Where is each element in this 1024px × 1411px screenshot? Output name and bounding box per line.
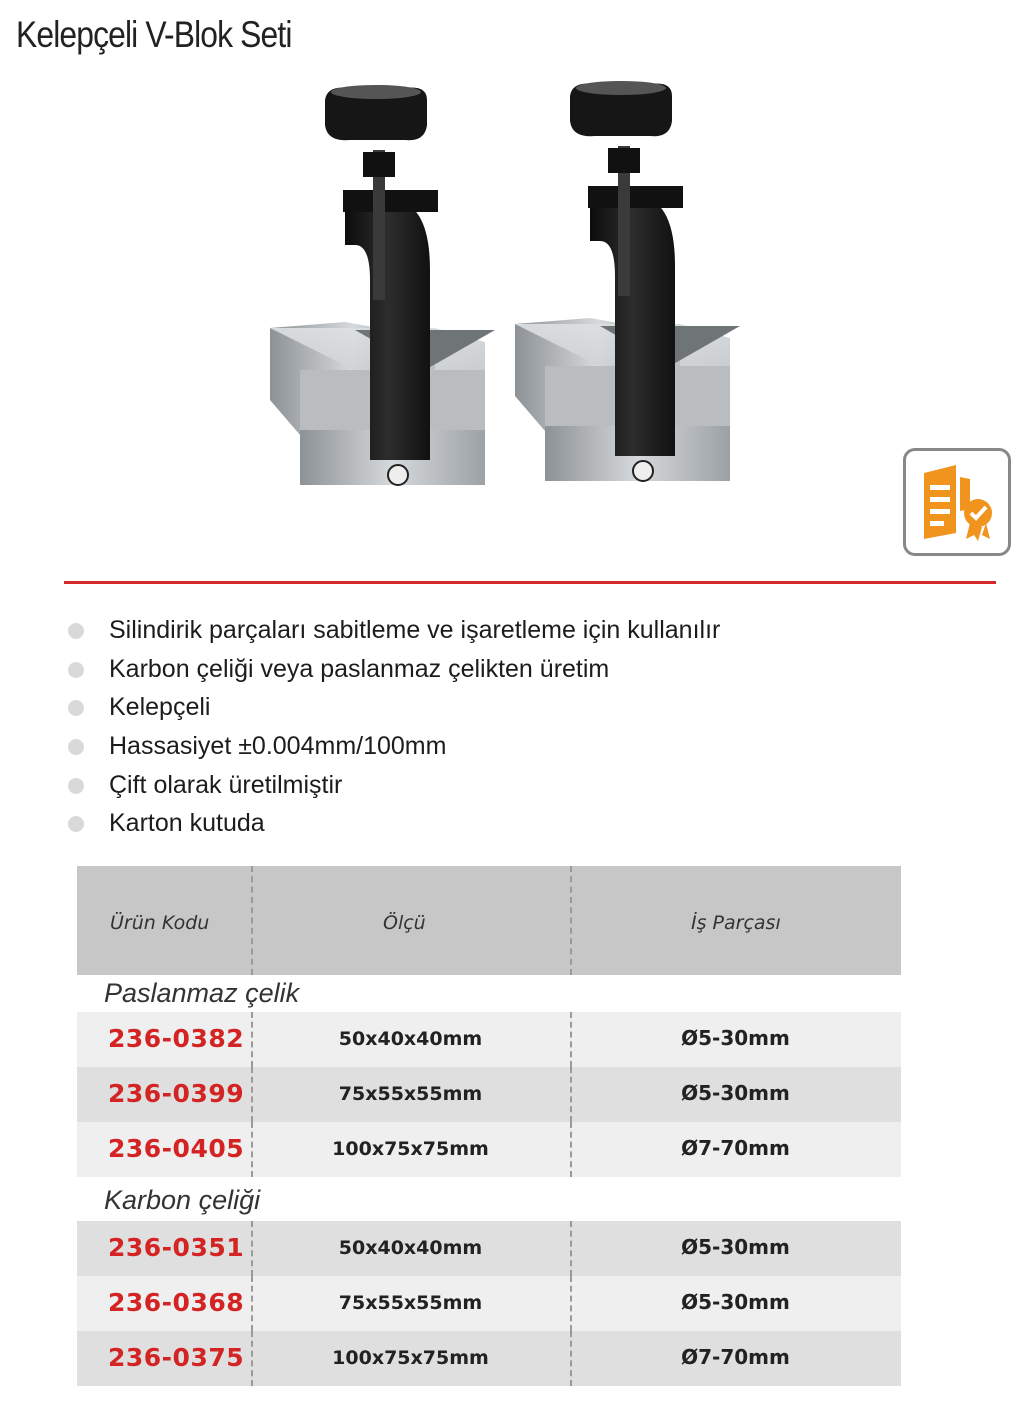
group-title-stainless: Paslanmaz çelik	[104, 978, 300, 1008]
feature-item: Karton kutuda	[68, 804, 720, 843]
v-block-right	[515, 81, 740, 481]
page-title: Kelepçeli V-Blok Seti	[16, 14, 292, 55]
group-title-carbon: Karbon çeliği	[104, 1185, 261, 1215]
column-divider	[570, 1012, 572, 1067]
column-divider	[570, 1221, 572, 1276]
feature-item: Silindirik parçaları sabitleme ve işaretleme için kullanılır	[68, 611, 720, 650]
size-value: 50x40x40mm	[338, 1237, 483, 1259]
column-divider	[251, 1221, 253, 1276]
column-divider	[251, 1276, 253, 1331]
product-code: 236-0368	[108, 1288, 245, 1317]
product-code: 236-0351	[108, 1233, 245, 1262]
v-block-left	[270, 85, 495, 485]
workpiece-value: Ø7-70mm	[681, 1136, 790, 1160]
size-value: 100x75x75mm	[332, 1347, 489, 1369]
section-divider	[64, 581, 996, 584]
header-product-code: Ürün Kodu	[110, 912, 210, 934]
feature-item: Karbon çeliği veya paslanmaz çelikten üretim	[68, 650, 720, 689]
column-divider	[251, 866, 253, 975]
product-code: 236-0405	[108, 1134, 245, 1163]
table-row	[77, 1331, 901, 1386]
certificate-badge	[903, 448, 1011, 556]
column-divider	[251, 1012, 253, 1067]
workpiece-value: Ø5-30mm	[681, 1235, 790, 1259]
column-divider	[251, 1331, 253, 1386]
feature-item: Kelepçeli	[68, 688, 720, 727]
size-value: 100x75x75mm	[332, 1138, 489, 1160]
header-workpiece: İş Parçası	[691, 912, 781, 934]
column-divider	[570, 866, 572, 975]
table-row	[77, 1221, 901, 1276]
size-value: 50x40x40mm	[338, 1028, 483, 1050]
feature-item: Hassasiyet ±0.004mm/100mm	[68, 727, 720, 766]
bullet-icon	[68, 739, 84, 755]
header-size: Ölçü	[383, 912, 426, 934]
product-code: 236-0375	[108, 1343, 245, 1372]
bullet-icon	[68, 662, 84, 678]
table-row	[77, 1012, 901, 1067]
column-divider	[251, 1122, 253, 1177]
table-row	[77, 1122, 901, 1177]
size-value: 75x55x55mm	[338, 1083, 483, 1105]
column-divider	[570, 1122, 572, 1177]
workpiece-value: Ø5-30mm	[681, 1290, 790, 1314]
workpiece-value: Ø7-70mm	[681, 1345, 790, 1369]
workpiece-value: Ø5-30mm	[681, 1026, 790, 1050]
column-divider	[251, 1067, 253, 1122]
column-divider	[570, 1276, 572, 1331]
table-row	[77, 1276, 901, 1331]
table-row	[77, 1067, 901, 1122]
table-header	[77, 866, 901, 975]
bullet-icon	[68, 816, 84, 832]
bullet-icon	[68, 623, 84, 639]
product-code: 236-0382	[108, 1024, 245, 1053]
bullet-icon	[68, 778, 84, 794]
bullet-icon	[68, 700, 84, 716]
spec-table	[77, 866, 901, 1386]
product-code: 236-0399	[108, 1079, 245, 1108]
workpiece-value: Ø5-30mm	[681, 1081, 790, 1105]
size-value: 75x55x55mm	[338, 1292, 483, 1314]
product-image	[255, 70, 755, 540]
certificate-icon	[906, 451, 1008, 553]
feature-list	[68, 611, 720, 843]
column-divider	[570, 1067, 572, 1122]
feature-item: Çift olarak üretilmiştir	[68, 766, 720, 805]
column-divider	[570, 1331, 572, 1386]
